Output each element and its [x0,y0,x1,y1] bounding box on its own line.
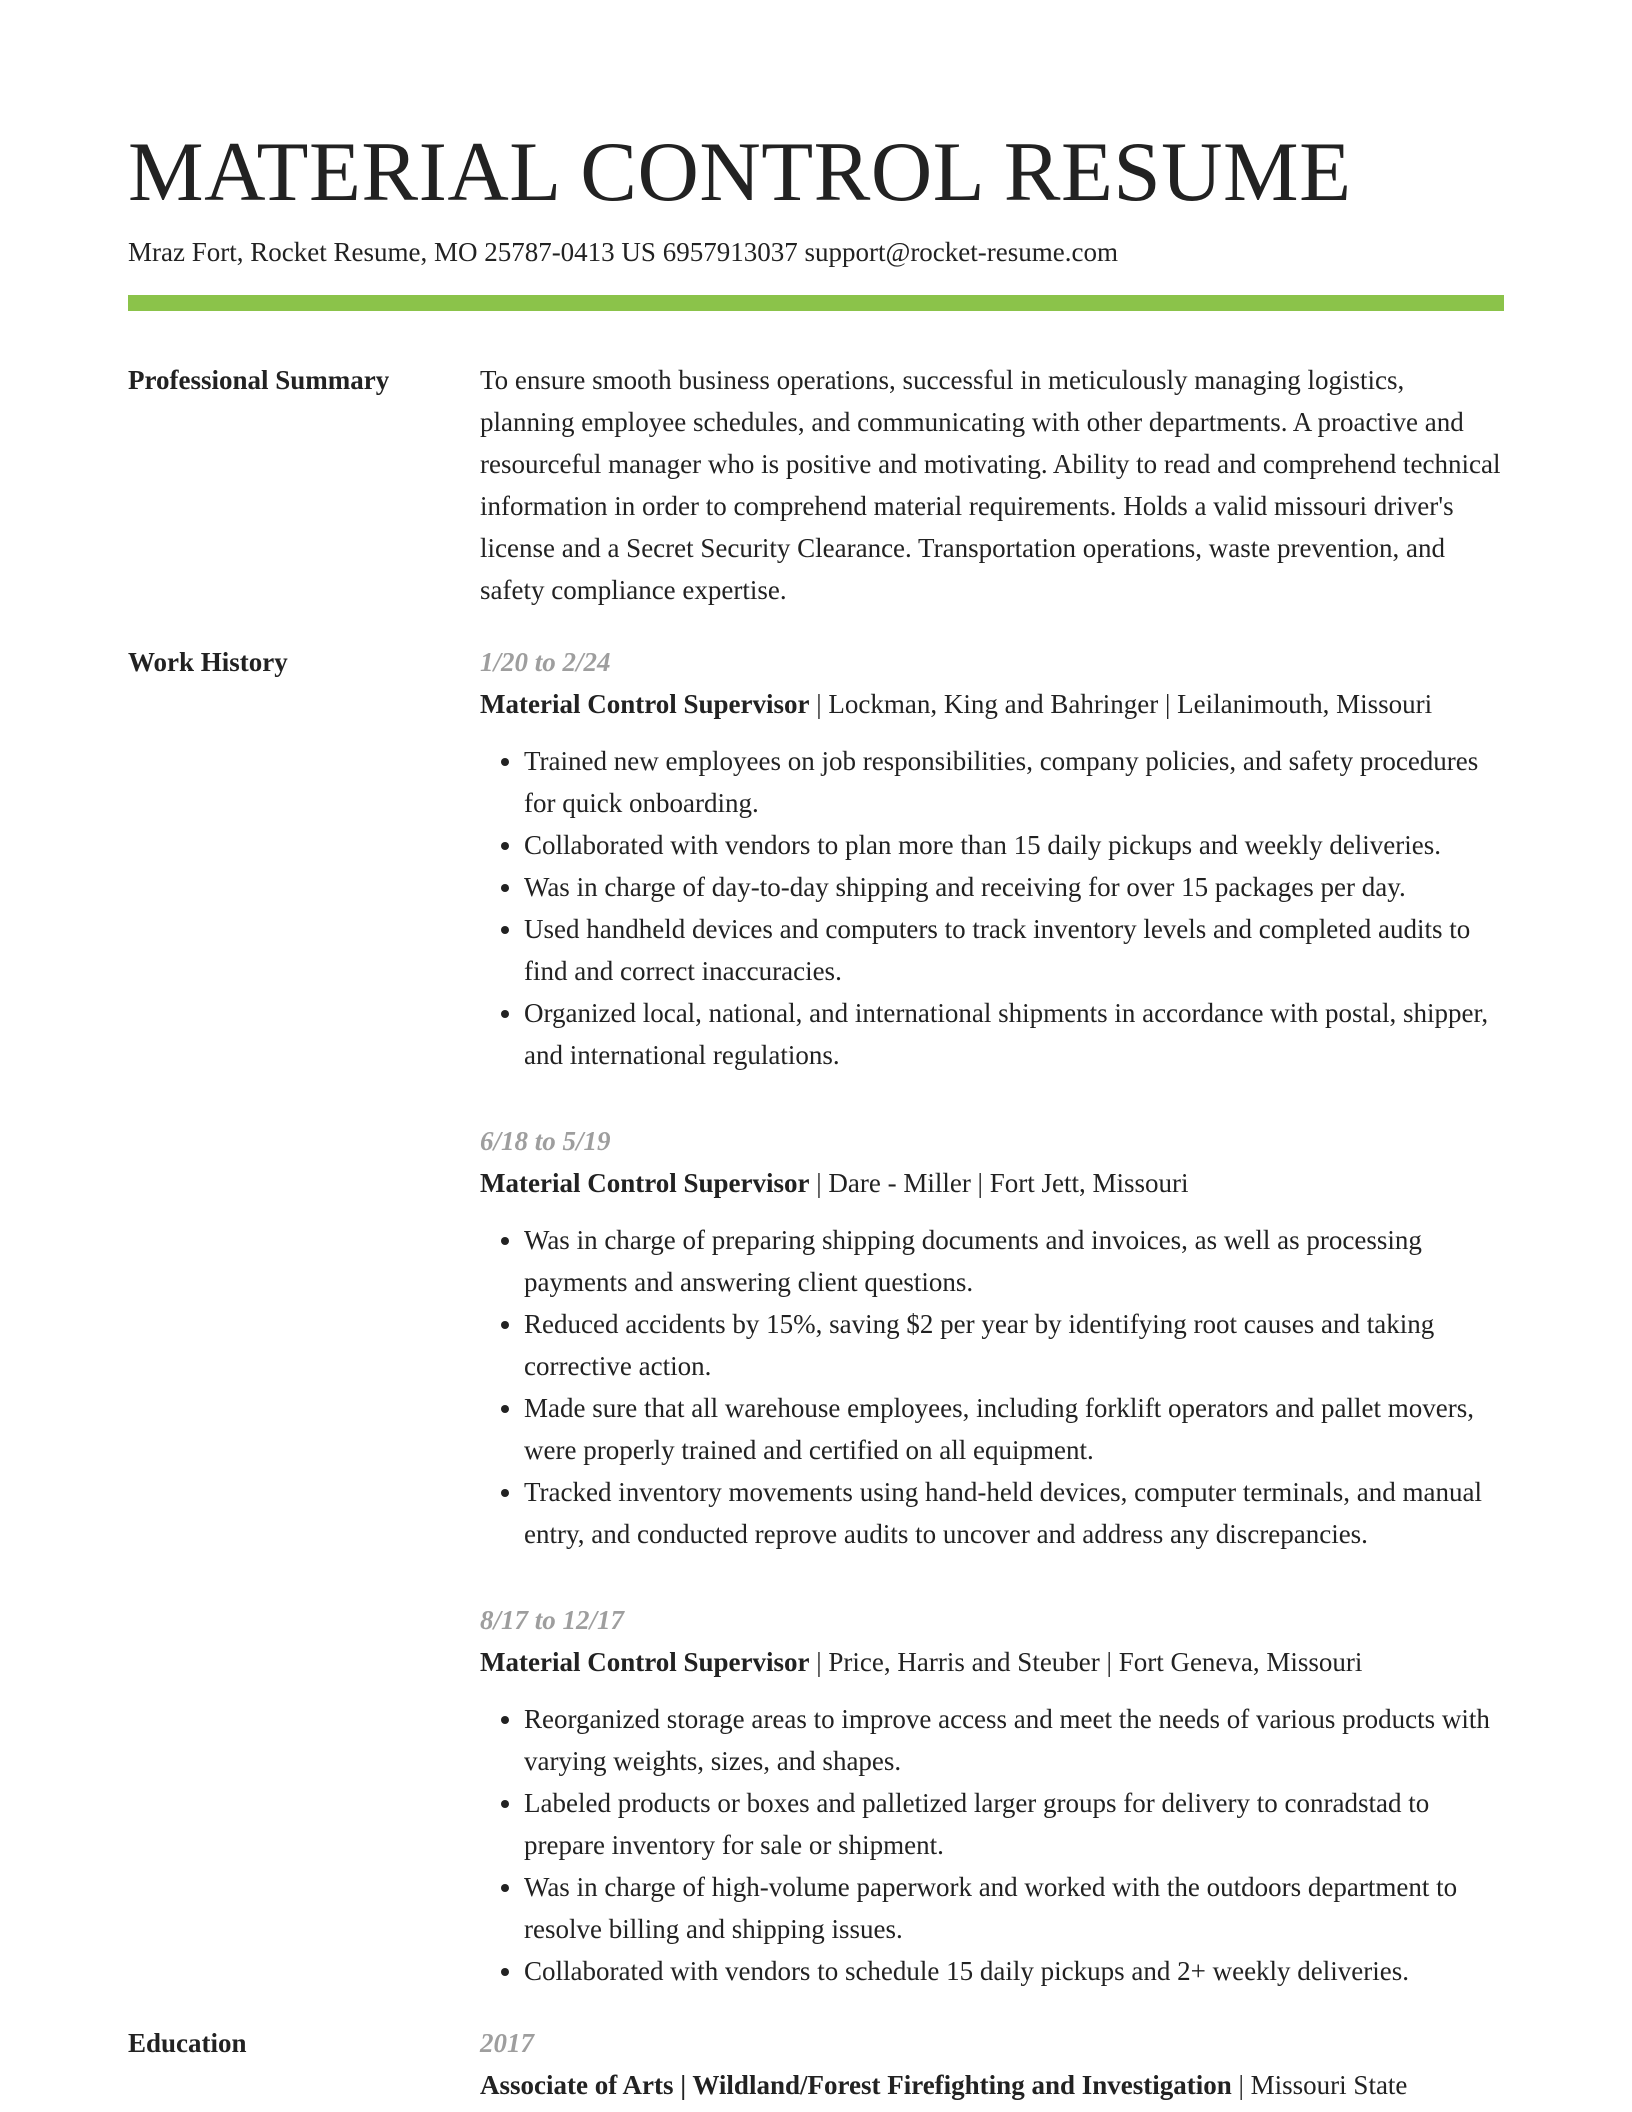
list-item: • Reorganized storage areas to improve access and meet the needs of various products with varying weights, sizes, and shapes. [524,1698,1504,1782]
list-item: • Labeled products or boxes and palletized larger groups for delivery to conradstad to prepare inventory for sale or shipment. [524,1782,1504,1866]
page-title: MATERIAL CONTROL RESUME [128,125,1352,219]
job-entry [480,641,1504,1076]
education-section [128,2022,1504,2106]
job-bullets [480,1698,1504,1992]
job-bullets [480,1219,1504,1555]
job-title: Material Control Supervisor [480,1647,810,1677]
resume-page [128,118,1504,2106]
job-dates: 8/17 to 12/17 [480,1605,625,1635]
job-details: | Price, Harris and Steuber | Fort Geneva, Missouri [809,1647,1363,1677]
degree-title: Associate of Arts | Wildland/Forest Firefighting and Investigation [480,2070,1232,2100]
list-item: • Tracked inventory movements using hand-held devices, computer terminals, and manual entry, and conducted reprove audits to uncover and address any discrepancies. [524,1471,1504,1555]
list-item: • Reduced accidents by 15%, saving $2 per year by identifying root causes and taking corrective action. [524,1303,1504,1387]
section-label: Education [128,2028,247,2058]
school-name: | Missouri State [1231,2070,1408,2100]
job-title: Material Control Supervisor [480,689,810,719]
section-content [480,641,1504,1992]
job-entry [480,1599,1504,1992]
summary-text: To ensure smooth business operations, successful in meticulously managing logistics, planning employee schedules, and communicating with other departments. A proactive and resourceful manager who is positive and motivating. Ability to read and comprehend technical information in order to comprehend material requirements. Holds a valid missouri driver's license and a Secret Security Clearance. Transportation operations, waste prevention, and safety compliance expertise. [480,365,1501,605]
professional-summary-section [128,359,1504,611]
job-bullets [480,740,1504,1076]
list-item: • Organized local, national, and international shipments in accordance with postal, shipper, and international regulations. [524,992,1504,1076]
list-item: • Was in charge of high-volume paperwork and worked with the outdoors department to resolve billing and shipping issues. [524,1866,1504,1950]
job-dates: 6/18 to 5/19 [480,1126,611,1156]
work-history-section [128,641,1504,1992]
list-item: • Made sure that all warehouse employees, including forklift operators and pallet movers, were properly trained and certified on all equipment. [524,1387,1504,1471]
section-label: Professional Summary [128,365,390,395]
job-heading [480,1162,1504,1204]
job-dates: 1/20 to 2/24 [480,647,611,677]
education-year: 2017 [480,2028,534,2058]
job-heading [480,683,1504,725]
education-heading [480,2064,1504,2106]
list-item: • Was in charge of preparing shipping documents and invoices, as well as processing payments and answering client questions. [524,1219,1504,1303]
section-content [480,359,1504,611]
job-details: | Dare - Miller | Fort Jett, Missouri [809,1168,1189,1198]
section-content [480,2022,1504,2106]
section-label: Work History [128,647,288,677]
job-details: | Lockman, King and Bahringer | Leilanimouth, Missouri [809,689,1433,719]
job-title: Material Control Supervisor [480,1168,810,1198]
list-item: • Used handheld devices and computers to track inventory levels and completed audits to find and correct inaccuracies. [524,908,1504,992]
job-heading [480,1641,1504,1683]
contact-info: Mraz Fort, Rocket Resume, MO 25787-0413 US 6957913037 support@rocket-resume.com [128,237,1118,267]
accent-divider [128,295,1504,311]
list-item: • Was in charge of day-to-day shipping and receiving for over 15 packages per day. [524,866,1504,908]
job-entry [480,1120,1504,1555]
list-item: • Collaborated with vendors to schedule 15 daily pickups and 2+ weekly deliveries. [524,1950,1504,1992]
list-item: • Collaborated with vendors to plan more than 15 daily pickups and weekly deliveries. [524,824,1504,866]
list-item: • Trained new employees on job responsibilities, company policies, and safety procedures for quick onboarding. [524,740,1504,824]
